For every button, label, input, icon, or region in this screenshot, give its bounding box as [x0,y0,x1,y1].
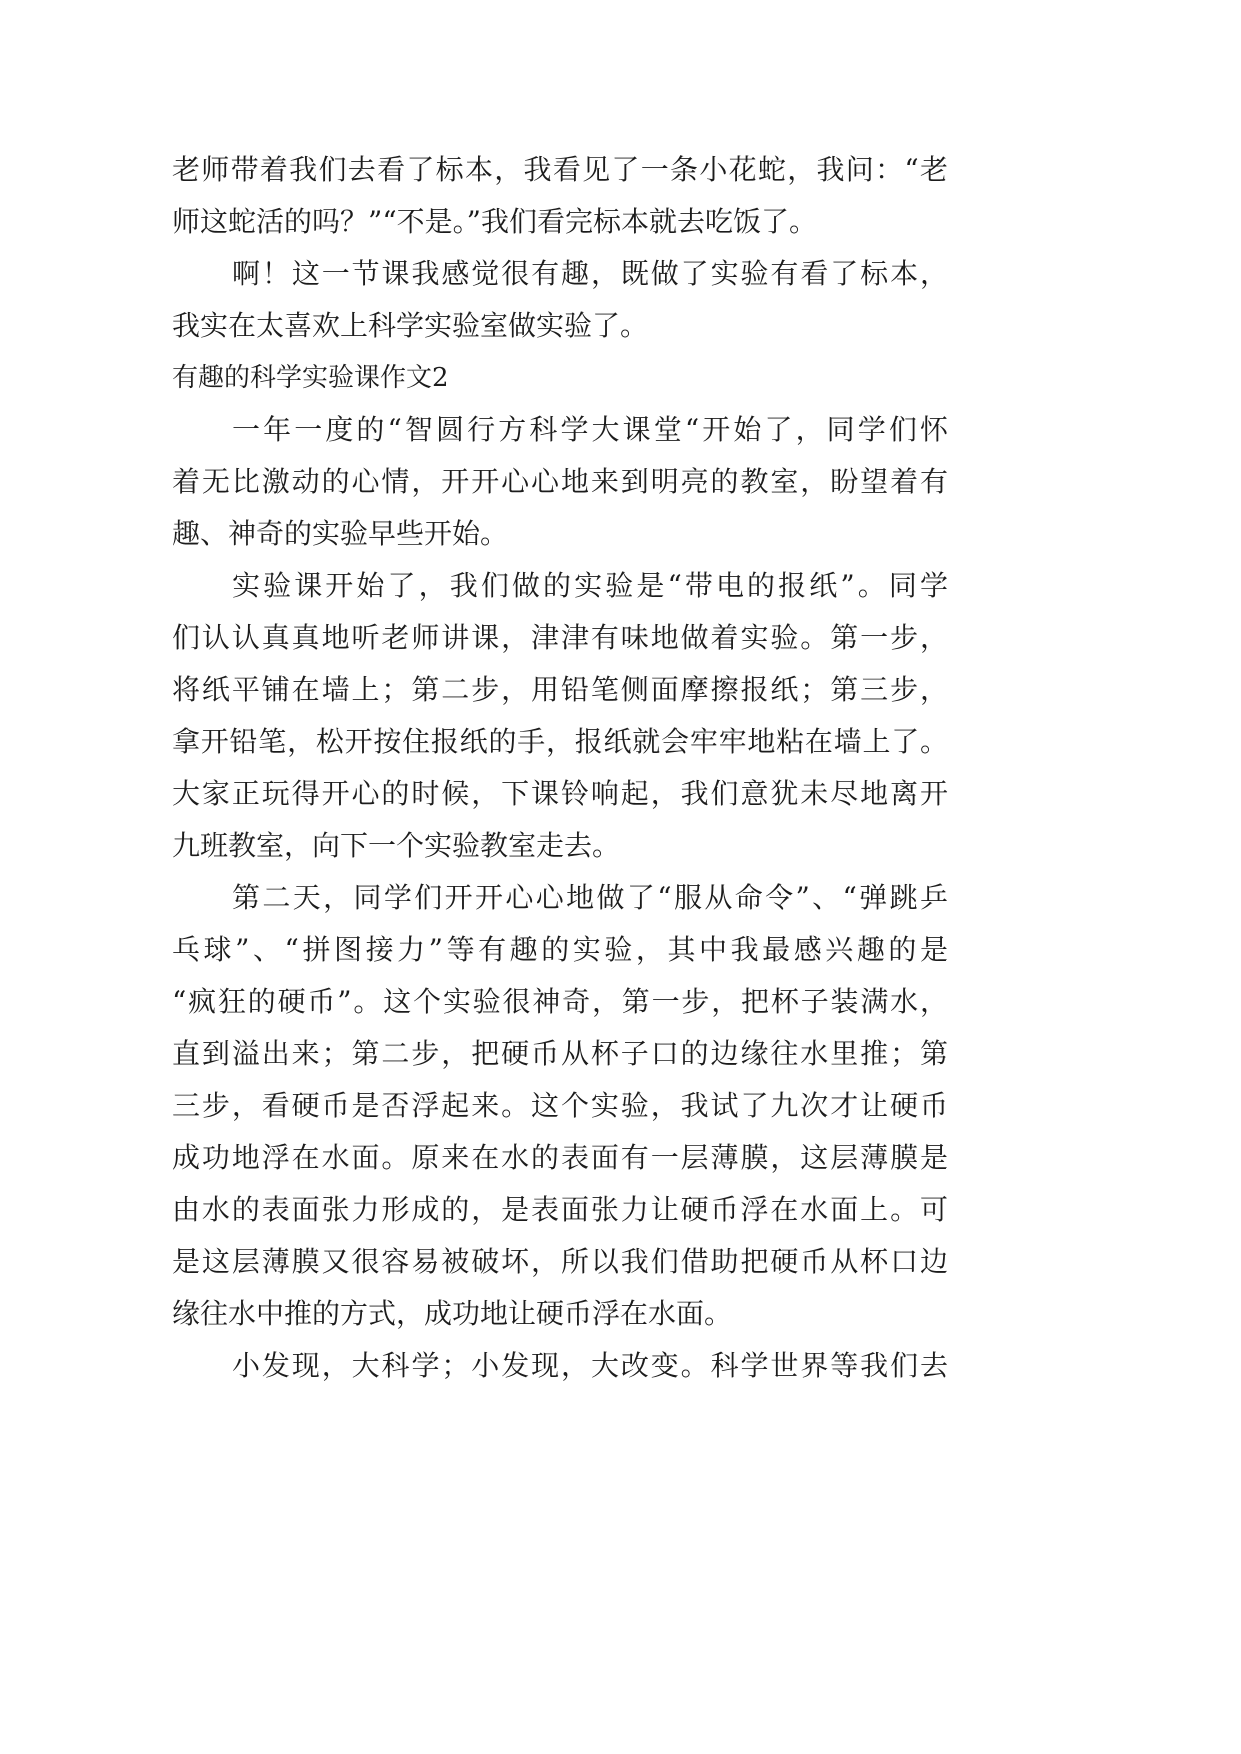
text-line: 第二天，同学们开开心心地做了“服从命令”、“弹跳乒 [232,881,948,914]
text-line: 由水的表面张力形成的，是表面张力让硬币浮在水面上。可 [172,1193,948,1226]
text-line: “疯狂的硬币”。这个实验很神奇，第一步，把杯子装满水， [172,985,948,1018]
text-line: 们认认真真地听老师讲课，津津有味地做着实验。第一步， [172,621,948,654]
text-line: 啊！这一节课我感觉很有趣，既做了实验有看了标本， [232,257,948,290]
text-line: 一年一度的“智圆行方科学大课堂“开始了，同学们怀 [232,413,948,446]
text-line: 三步，看硬币是否浮起来。这个实验，我试了九次才让硬币 [172,1089,948,1122]
text-line: 师这蛇活的吗？”“不是。”我们看完标本就去吃饭了。 [172,205,817,238]
text-line: 老师带着我们去看了标本，我看见了一条小花蛇，我问：“老 [172,153,948,186]
paragraph [172,872,948,1340]
text-line: 着无比激动的心情，开开心心地来到明亮的教室，盼望着有 [172,465,948,498]
text-line: 缘往水中推的方式，成功地让硬币浮在水面。 [172,1297,733,1330]
document-body [172,144,948,1392]
text-line: 将纸平铺在墙上；第二步，用铅笔侧面摩擦报纸；第三步， [172,673,948,706]
text-line: 成功地浮在水面。原来在水的表面有一层薄膜，这层薄膜是 [172,1141,948,1174]
text-line: 是这层薄膜又很容易被破坏，所以我们借助把硬币从杯口边 [172,1245,948,1278]
text-line: 乓球”、“拼图接力”等有趣的实验，其中我最感兴趣的是 [172,933,948,966]
text-line: 九班教室，向下一个实验教室走去。 [172,829,621,862]
paragraph [172,144,948,248]
paragraph [172,560,948,872]
text-line: 拿开铅笔，松开按住报纸的手，报纸就会牢牢地粘在墙上了。 [172,725,948,758]
paragraph [172,1340,948,1392]
paragraph [172,404,948,560]
text-line: 实验课开始了，我们做的实验是“带电的报纸”。同学 [232,569,948,602]
text-line: 小发现，大科学；小发现，大改变。科学世界等我们去 [232,1349,948,1382]
text-line: 大家正玩得开心的时候，下课铃响起，我们意犹未尽地离开 [172,777,948,810]
text-line: 直到溢出来；第二步，把硬币从杯子口的边缘往水里推；第 [172,1037,948,1070]
text-line: 我实在太喜欢上科学实验室做实验了。 [172,309,649,342]
essay-title: 有趣的科学实验课作文2 [172,363,449,393]
text-line: 趣、神奇的实验早些开始。 [172,517,509,550]
paragraph [172,248,948,352]
